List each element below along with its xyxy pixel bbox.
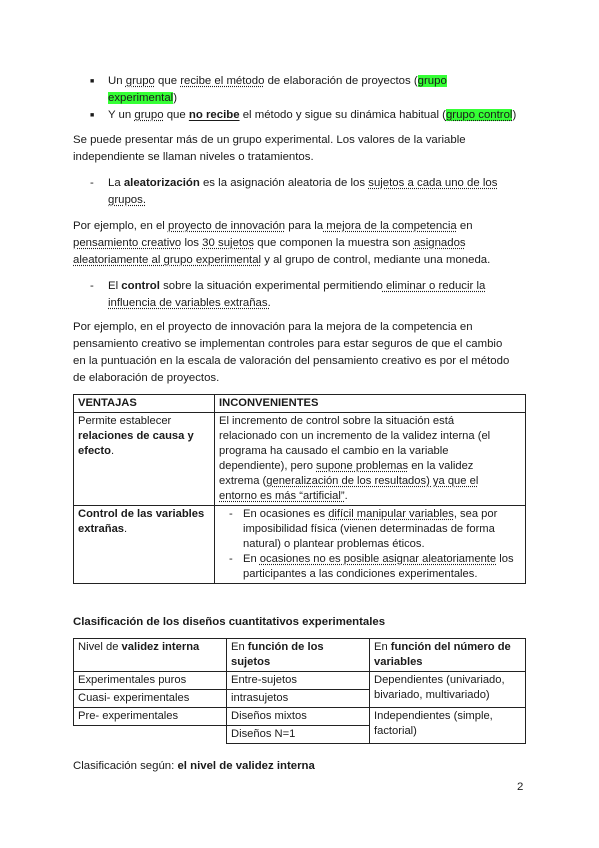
paragraph: Se puede presentar más de un grupo experimental. Los valores de la variable independiente se llaman niveles o tratamientos. — [73, 134, 466, 163]
table-cell: intrasujetos — [227, 690, 370, 708]
classification-table — [73, 638, 526, 744]
table-cell: Cuasi- experimentales — [74, 690, 227, 708]
table-cell: El incremento de control sobre la situación está relacionado con un incremento de la validez interna (el programa ha causado el cambio en la variable dependiente), pero supone problemas en la validez extrema (generalización de los resultados) ya que el entorno es más “artificial”. — [215, 413, 526, 506]
dash-marker: - — [90, 280, 94, 292]
table-cell: Pre- experimentales — [74, 708, 227, 726]
paragraph: Por ejemplo, en el proyecto de innovación para la mejora de la competencia en pensamiento creativo se implementan controles para estar seguros de que el cambio en la puntuación en la escala de valoración del pensamiento creativo es por el método de elaboración de proyectos. — [73, 321, 510, 384]
bullet-item: Un grupo que recibe el método de elaboración de proyectos (grupo experimental) — [108, 75, 447, 104]
bullet-marker: ■ — [90, 112, 95, 119]
table-cell: Entre-sujetos — [227, 672, 370, 690]
page-number: 2 — [517, 781, 524, 793]
table-header: En función del número de variables — [370, 639, 526, 672]
table-cell: Control de las variables extrañas. — [74, 506, 215, 584]
paragraph: Por ejemplo, en el proyecto de innovación para la mejora de la competencia en pensamiento creativo los 30 sujetos que componen la muestra son asignados aleatoriamente al grupo experimental y al grupo de control, mediante una moneda. — [73, 220, 491, 266]
table-row — [74, 506, 526, 584]
table-cell: Dependientes (univariado, bivariado, multivariado) — [370, 672, 526, 708]
table-row — [74, 672, 526, 690]
dash-marker: - — [90, 177, 94, 189]
inconvenience-list — [219, 507, 521, 582]
table-header: En función de los sujetos — [227, 639, 370, 672]
table-header: Nivel de validez interna — [74, 639, 227, 672]
table-cell — [215, 506, 526, 584]
table-cell: Diseños mixtos — [227, 708, 370, 726]
classification-caption: Clasificación según: el nivel de validez interna — [73, 760, 315, 772]
table-cell: Independientes (simple, factorial) — [370, 708, 526, 744]
section-title: Clasificación de los diseños cuantitativos experimentales — [73, 616, 386, 628]
list-item: - En ocasiones no es posible asignar aleatoriamente los participantes a las condiciones experimentales. — [229, 553, 514, 580]
bullet-item: Y un grupo que no recibe el método y sigue su dinámica habitual (grupo control) — [108, 109, 517, 121]
table-row — [74, 413, 526, 506]
table-row — [74, 708, 526, 726]
table-cell — [74, 726, 227, 744]
table-cell: Diseños N=1 — [227, 726, 370, 744]
table-cell: Permite establecer relaciones de causa y efecto. — [74, 413, 215, 506]
list-item: - En ocasiones es difícil manipular variables, sea por imposibilidad física (vienen determinadas de forma natural) o plantear problemas éticos. — [229, 508, 498, 550]
table-cell: Experimentales puros — [74, 672, 227, 690]
table-header: INCONVENIENTES — [215, 395, 526, 413]
bullet-marker: ■ — [90, 78, 95, 85]
dash-item: El control sobre la situación experimental permitiendo eliminar o reducir la influencia de variables extrañas. — [108, 280, 486, 309]
dash-item: La aleatorización es la asignación aleatoria de los sujetos a cada uno de los grupos. — [108, 177, 498, 206]
advantages-table — [73, 394, 526, 584]
table-header: VENTAJAS — [74, 395, 215, 413]
